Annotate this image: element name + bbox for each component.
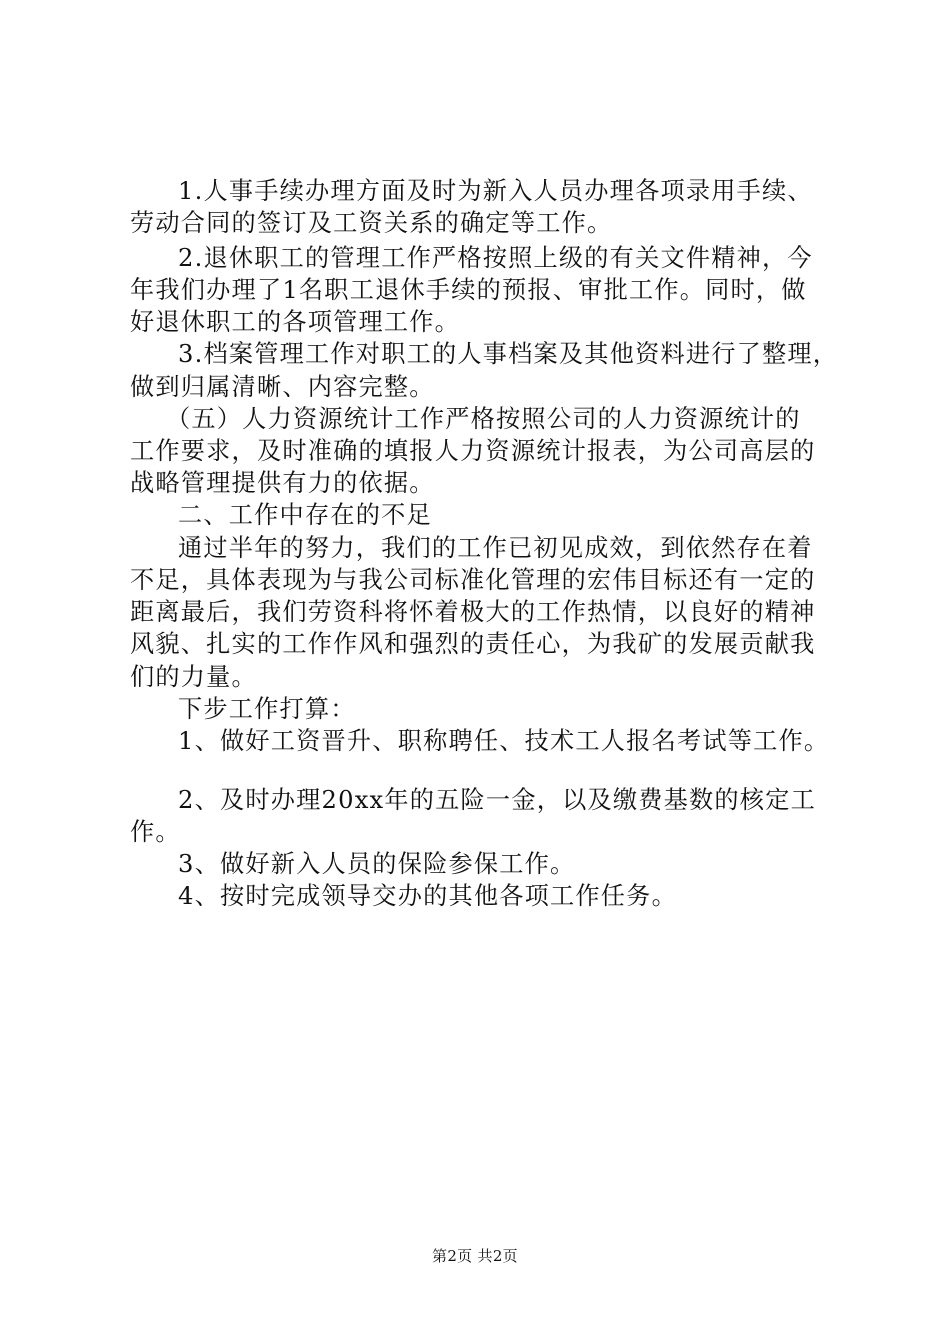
- text-line: 不足，具体表现为与我公司标准化管理的宏伟目标还有一定的: [130, 566, 816, 594]
- list-item: 2、及时办理20xx年的五险一金，以及缴费基数的核定工: [178, 786, 816, 814]
- text-line: （五）人力资源统计工作严格按照公司的人力资源统计的: [166, 405, 801, 433]
- text-line: 2.退休职工的管理工作严格按照上级的有关文件精神，今: [178, 244, 813, 272]
- text-line: 距离最后，我们劳资科将怀着极大的工作热情，以良好的精神: [130, 598, 816, 626]
- text-line: 战略管理提供有力的依据。: [130, 469, 435, 497]
- text-line: 3.档案管理工作对职工的人事档案及其他资料进行了整理，: [178, 340, 839, 368]
- text-line: 工作要求，及时准确的填报人力资源统计报表，为公司高层的: [130, 437, 816, 465]
- section-heading: 二、工作中存在的不足: [178, 501, 432, 529]
- text-line: 们的力量。: [130, 663, 257, 691]
- text-line: 劳动合同的签订及工资关系的确定等工作。: [130, 209, 613, 237]
- text-line: 1.人事手续办理方面及时为新入人员办理各项录用手续、: [178, 177, 813, 205]
- text-line: 作。: [130, 818, 181, 846]
- section-heading: 下步工作打算：: [178, 695, 356, 723]
- text-line: 做到归属清晰、内容完整。: [130, 373, 435, 401]
- text-line: 通过半年的努力，我们的工作已初见成效，到依然存在着: [178, 534, 813, 562]
- list-item: 3、做好新入人员的保险参保工作。: [178, 850, 576, 878]
- page-number-footer: 第2页 共2页: [432, 1247, 518, 1265]
- list-item: 1、做好工资晋升、职称聘任、技术工人报名考试等工作。: [178, 727, 830, 755]
- text-line: 年我们办理了1名职工退休手续的预报、审批工作。同时，做: [130, 276, 807, 304]
- text-line: 风貌、扎实的工作作风和强烈的责任心，为我矿的发展贡献我: [130, 630, 816, 658]
- list-item: 4、按时完成领导交办的其他各项工作任务。: [178, 882, 677, 910]
- text-line: 好退休职工的各项管理工作。: [130, 308, 461, 336]
